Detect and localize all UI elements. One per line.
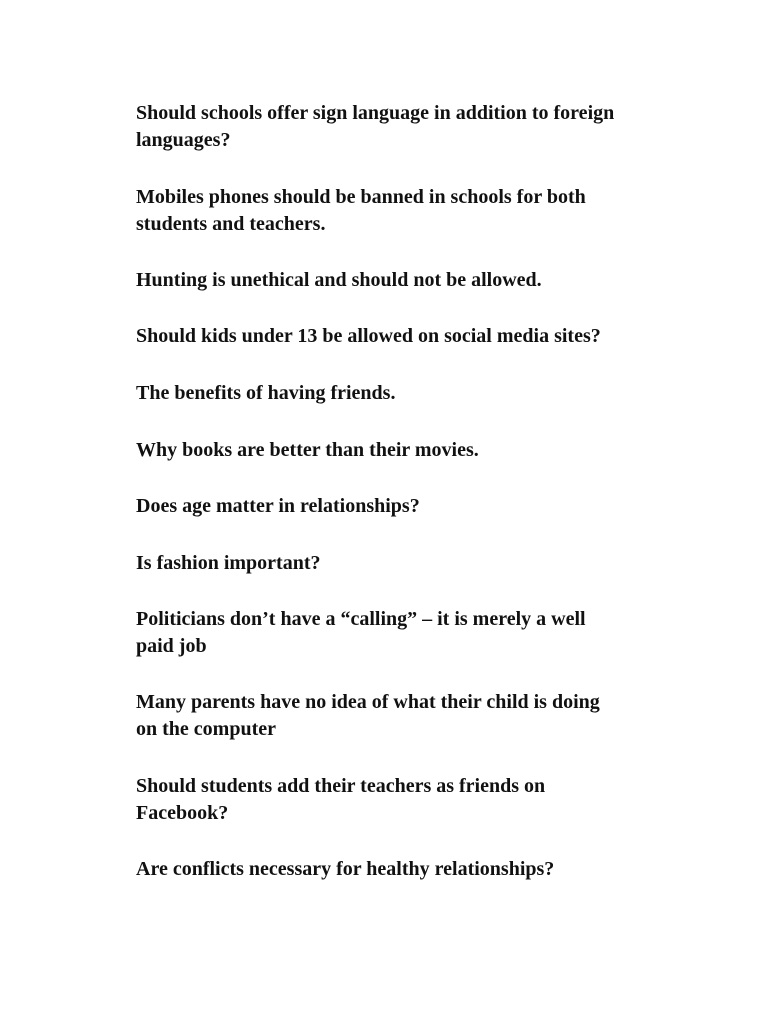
topic-line: Politicians don’t have a “calling” – it is merely a well xyxy=(136,608,586,630)
topic-line: Why books are better than their movies. xyxy=(136,439,479,461)
topic-line: Many parents have no idea of what their child is doing xyxy=(136,691,600,713)
topic-line: Mobiles phones should be banned in schools for both xyxy=(136,186,586,208)
topic-line: Are conflicts necessary for healthy relationships? xyxy=(136,858,555,880)
topic-hunting xyxy=(136,267,696,294)
topic-line: Does age matter in relationships? xyxy=(136,495,420,517)
topic-line: The benefits of having friends. xyxy=(136,382,396,404)
topic-line: Should kids under 13 be allowed on social media sites? xyxy=(136,325,601,347)
topic-line: Facebook? xyxy=(136,802,229,824)
topic-line: Is fashion important? xyxy=(136,552,321,574)
topic-politicians xyxy=(136,606,696,660)
topic-teachers-facebook xyxy=(136,773,696,827)
topic-line: Hunting is unethical and should not be allowed. xyxy=(136,269,542,291)
topic-parents xyxy=(136,689,696,743)
topic-mobile-phones xyxy=(136,184,696,238)
topic-line: on the computer xyxy=(136,718,276,740)
topic-line: Should students add their teachers as friends on xyxy=(136,775,546,797)
topic-line: paid job xyxy=(136,635,207,657)
topic-line: languages? xyxy=(136,129,231,151)
topic-social-media xyxy=(136,323,696,350)
topic-line: Should schools offer sign language in addition to foreign xyxy=(136,102,615,124)
topic-sign-language xyxy=(136,100,696,154)
topic-line: students and teachers. xyxy=(136,213,326,235)
topic-books xyxy=(136,437,696,464)
topic-friends xyxy=(136,380,696,407)
topic-fashion xyxy=(136,550,696,577)
topic-conflicts xyxy=(136,856,696,883)
topic-age xyxy=(136,493,696,520)
